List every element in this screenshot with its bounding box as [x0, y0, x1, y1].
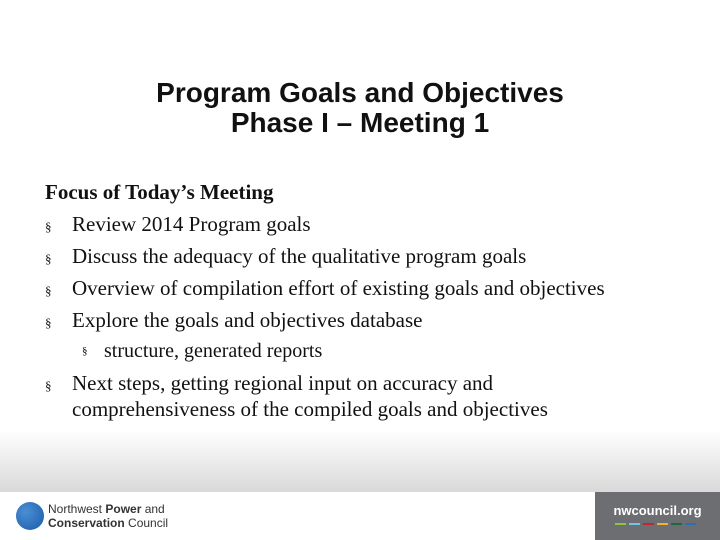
logo-text: and [141, 502, 165, 516]
color-dash [671, 523, 682, 525]
slide-title [0, 78, 720, 138]
title-line-2: Phase I – Meeting 1 [230, 107, 490, 138]
list-item: Explore the goals and objectives database [72, 308, 423, 332]
logo-text: Council [124, 516, 169, 530]
council-logo-icon [16, 502, 44, 530]
color-dashes [615, 523, 696, 525]
list-item-continuation: comprehensiveness of the compiled goals and objectives [72, 397, 548, 421]
list-item: Next steps, getting regional input on accuracy and [72, 371, 494, 395]
footer [0, 492, 720, 540]
sub-list-item: structure, generated reports [104, 340, 323, 362]
sub-bullet-icon: § [82, 345, 88, 357]
color-dash [685, 523, 696, 525]
bullet-icon: § [45, 251, 52, 266]
bullet-icon: § [45, 283, 52, 298]
color-dash [629, 523, 640, 525]
color-dash [615, 523, 626, 525]
logo-text: Northwest [48, 502, 106, 516]
logo-text: Power [105, 502, 142, 516]
bullet-icon: § [45, 315, 52, 330]
list-item: Discuss the adequacy of the qualitative program goals [72, 244, 527, 268]
logo-text: Conservation [48, 516, 125, 530]
list-item: Overview of compilation effort of existing goals and objectives [72, 276, 605, 300]
bullet-icon: § [45, 219, 52, 234]
council-name [48, 502, 168, 530]
footer-shadow [0, 430, 720, 492]
bullet-icon: § [45, 378, 52, 393]
section-heading: Focus of Today’s Meeting [45, 180, 274, 204]
website-box [595, 492, 720, 540]
color-dash [643, 523, 654, 525]
website-url[interactable]: nwcouncil.org [613, 503, 702, 518]
color-dash [657, 523, 668, 525]
list-item: Review 2014 Program goals [72, 212, 311, 236]
title-line-1: Program Goals and Objectives [156, 77, 564, 108]
